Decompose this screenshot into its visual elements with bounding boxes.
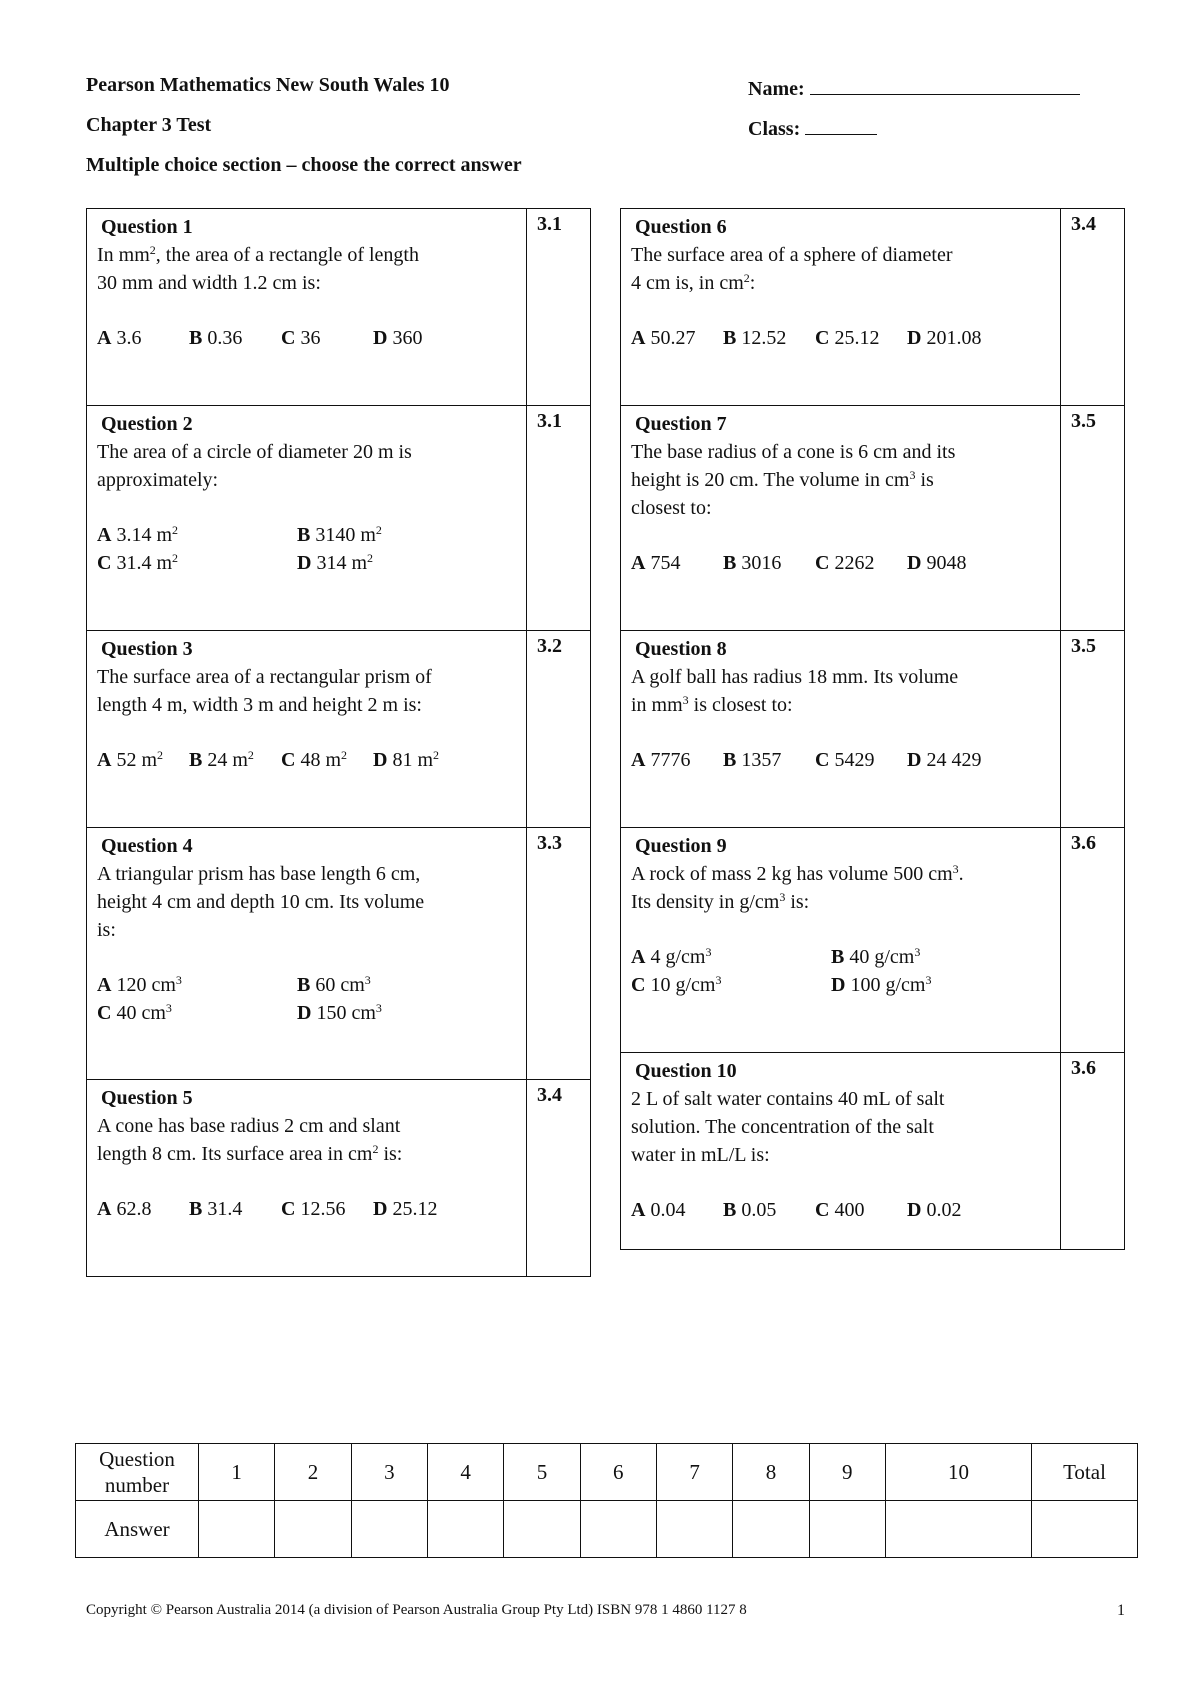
question-4 [87,828,590,1080]
question-body [97,213,465,352]
option-c[interactable]: C 31.4 $m^2$ [97,551,179,574]
section-ref: 3.1 [526,406,590,630]
answer-cell[interactable] [199,1501,275,1558]
option-c[interactable]: C 2262 [815,552,875,574]
column-header: 10 [885,1444,1031,1501]
question-body [97,635,465,774]
question-text-line: The surface area of a rectangular prism of [97,666,432,688]
question-title: Question 2 [101,413,193,435]
question-5 [87,1080,590,1277]
answer-cell[interactable] [580,1501,656,1558]
option-d[interactable]: D 314 $m^2$ [297,551,374,574]
section-ref: 3.6 [1060,828,1124,1052]
name-blank[interactable] [810,74,1080,95]
name-field[interactable] [748,74,1080,101]
answer-options [631,943,1031,999]
question-number-label [76,1444,199,1501]
section-instruction: Multiple choice section – choose the correct answer [86,154,522,176]
option-b[interactable]: B 12.52 [723,327,787,349]
option-d[interactable]: D 9048 [907,552,967,574]
column-header: 2 [275,1444,351,1501]
option-d[interactable]: D 150 $cm^3$ [297,1001,382,1024]
question-text-line: 30 mm and width 1.2 cm is: [97,272,321,294]
option-b[interactable]: B 24 $m^2$ [189,748,254,771]
question-title: Question 1 [101,216,193,238]
class-field[interactable] [748,114,877,141]
question-title: Question 9 [635,835,727,857]
option-c[interactable]: C 48 $m^2$ [281,748,348,771]
option-c[interactable]: C 25.12 [815,327,880,349]
answer-cell[interactable] [733,1501,809,1558]
question-text-line: in $mm^3$ is closest to: [631,693,793,716]
option-c[interactable]: C 12.56 [281,1198,346,1220]
option-c[interactable]: C 400 [815,1199,865,1221]
question-9 [621,828,1124,1053]
book-title: Pearson Mathematics New South Wales 10 [86,74,450,96]
question-10 [621,1053,1124,1250]
question-1 [87,209,590,406]
question-2 [87,406,590,631]
question-text-line: closest to: [631,497,712,519]
section-ref: 3.3 [526,828,590,1079]
name-label: Name: [748,78,805,100]
column-header: 9 [809,1444,885,1501]
question-title: Question 3 [101,638,193,660]
question-number-row [76,1444,1138,1501]
answer-cell[interactable] [427,1501,503,1558]
answer-options [631,549,999,577]
answer-cell[interactable] [656,1501,732,1558]
copyright-footer: Copyright © Pearson Australia 2014 (a division of Pearson Australia Group Pty Ltd) ISBN 978 1 4860 1127 8 [86,1602,747,1618]
question-text-line: length 8 cm. Its surface area in $cm^2$ is: [97,1142,403,1165]
question-text-line: In $mm^2$, the area of a rectangle of length [97,243,419,266]
question-title: Question 6 [635,216,727,238]
option-a[interactable]: A 50.27 [631,327,696,349]
answer-options [97,1195,465,1223]
option-d[interactable]: D 100 $g/cm^3$ [831,973,932,996]
question-text-line: Its density in $g/cm^3$ is: [631,890,810,913]
option-d[interactable]: D 24 429 [907,749,982,771]
question-title: Question 10 [635,1060,737,1082]
option-c[interactable]: C 5429 [815,749,875,771]
option-a[interactable]: A 4 $g/cm^3$ [631,945,712,968]
section-ref: 3.4 [1060,209,1124,405]
option-d[interactable]: D 201.08 [907,327,982,349]
option-b[interactable]: B 40 $g/cm^3$ [831,945,921,968]
question-body [97,410,497,577]
option-d[interactable]: D 360 [373,327,423,349]
option-b[interactable]: B 0.36 [189,327,243,349]
option-a[interactable]: A 52 $m^2$ [97,748,164,771]
question-body [97,1084,465,1223]
question-body [631,1057,999,1224]
question-text-line: The base radius of a cone is 6 cm and its [631,441,956,463]
answer-label: Answer [76,1501,199,1558]
question-text-line: A cone has base radius 2 cm and slant [97,1115,401,1137]
question-text-line: A golf ball has radius 18 mm. Its volume [631,666,959,688]
option-c[interactable]: C 36 [281,327,321,349]
answer-options [631,746,999,774]
question-text-line: is: [97,919,116,941]
section-ref: 3.5 [1060,631,1124,827]
question-body [631,213,999,352]
question-text-line: The surface area of a sphere of diameter [631,244,953,266]
option-a[interactable]: A 120 $cm^3$ [97,973,182,996]
option-a[interactable]: A 3.6 [97,327,142,349]
answer-options [97,521,497,577]
total-cell[interactable] [1032,1501,1138,1558]
question-text-line: 2 L of salt water contains 40 mL of salt [631,1088,945,1110]
option-d[interactable]: D 25.12 [373,1198,438,1220]
question-number-label-line1: Question [99,1447,175,1471]
answer-options [97,746,465,774]
column-header: 1 [199,1444,275,1501]
column-header-total: Total [1032,1444,1138,1501]
answer-cell[interactable] [809,1501,885,1558]
question-title: Question 4 [101,835,193,857]
option-b[interactable]: B 0.05 [723,1199,777,1221]
option-d[interactable]: D 81 $m^2$ [373,748,440,771]
answer-options [97,324,465,352]
section-ref: 3.4 [526,1080,590,1276]
question-8 [621,631,1124,828]
option-a[interactable]: A 7776 [631,749,691,771]
question-title: Question 5 [101,1087,193,1109]
chapter-title: Chapter 3 Test [86,114,212,136]
page-number: 1 [1117,1602,1125,1619]
question-body [97,832,497,1027]
question-number-label-line2: number [104,1473,170,1497]
column-header: 3 [351,1444,427,1501]
column-header: 7 [656,1444,732,1501]
column-header: 4 [427,1444,503,1501]
option-c[interactable]: C 10 $g/cm^3$ [631,973,722,996]
answer-cell[interactable] [885,1501,1031,1558]
class-blank[interactable] [805,114,877,135]
question-title: Question 8 [635,638,727,660]
answer-cell[interactable] [504,1501,580,1558]
question-3 [87,631,590,828]
column-header: 8 [733,1444,809,1501]
question-text-line: water in mL/L is: [631,1144,770,1166]
option-c[interactable]: C 40 $cm^3$ [97,1001,172,1024]
section-ref: 3.2 [526,631,590,827]
option-b[interactable]: B 31.4 [189,1198,243,1220]
answer-table [75,1443,1138,1558]
answer-options [631,324,999,352]
questions-right-column [620,208,1125,1250]
answer-options [97,971,497,1027]
answer-cell[interactable] [351,1501,427,1558]
question-text-line: 4 cm is, in $cm^2$: [631,271,756,294]
question-text-line: The area of a circle of diameter 20 m is [97,441,412,463]
question-text-line: length 4 m, width 3 m and height 2 m is: [97,694,422,716]
question-body [631,410,999,577]
questions-left-column [86,208,591,1277]
option-d[interactable]: D 0.02 [907,1199,962,1221]
question-body [631,832,1031,999]
option-a[interactable]: A 3.14 $m^2$ [97,523,179,546]
option-a[interactable]: A 0.04 [631,1199,686,1221]
class-label: Class: [748,118,801,140]
question-title: Question 7 [635,413,727,435]
option-a[interactable]: A 62.8 [97,1198,152,1220]
section-ref: 3.6 [1060,1053,1124,1249]
section-ref: 3.5 [1060,406,1124,630]
question-text-line: A rock of mass 2 kg has volume 500 $cm^3$. [631,862,964,885]
option-b[interactable]: B 60 $cm^3$ [297,973,371,996]
question-text-line: A triangular prism has base length 6 cm, [97,863,421,885]
question-6 [621,209,1124,406]
answer-options [631,1196,999,1224]
column-header: 6 [580,1444,656,1501]
question-text-line: height 4 cm and depth 10 cm. Its volume [97,891,425,913]
question-text-line: height is 20 cm. The volume in $cm^3$ is [631,468,934,491]
question-text-line: solution. The concentration of the salt [631,1116,934,1138]
option-a[interactable]: A 754 [631,552,681,574]
option-b[interactable]: B 1357 [723,749,782,771]
column-header: 5 [504,1444,580,1501]
answer-row [76,1501,1138,1558]
section-ref: 3.1 [526,209,590,405]
question-text-line: approximately: [97,469,219,491]
answer-cell[interactable] [275,1501,351,1558]
option-b[interactable]: B 3140 $m^2$ [297,523,382,546]
question-7 [621,406,1124,631]
option-b[interactable]: B 3016 [723,552,782,574]
question-body [631,635,999,774]
